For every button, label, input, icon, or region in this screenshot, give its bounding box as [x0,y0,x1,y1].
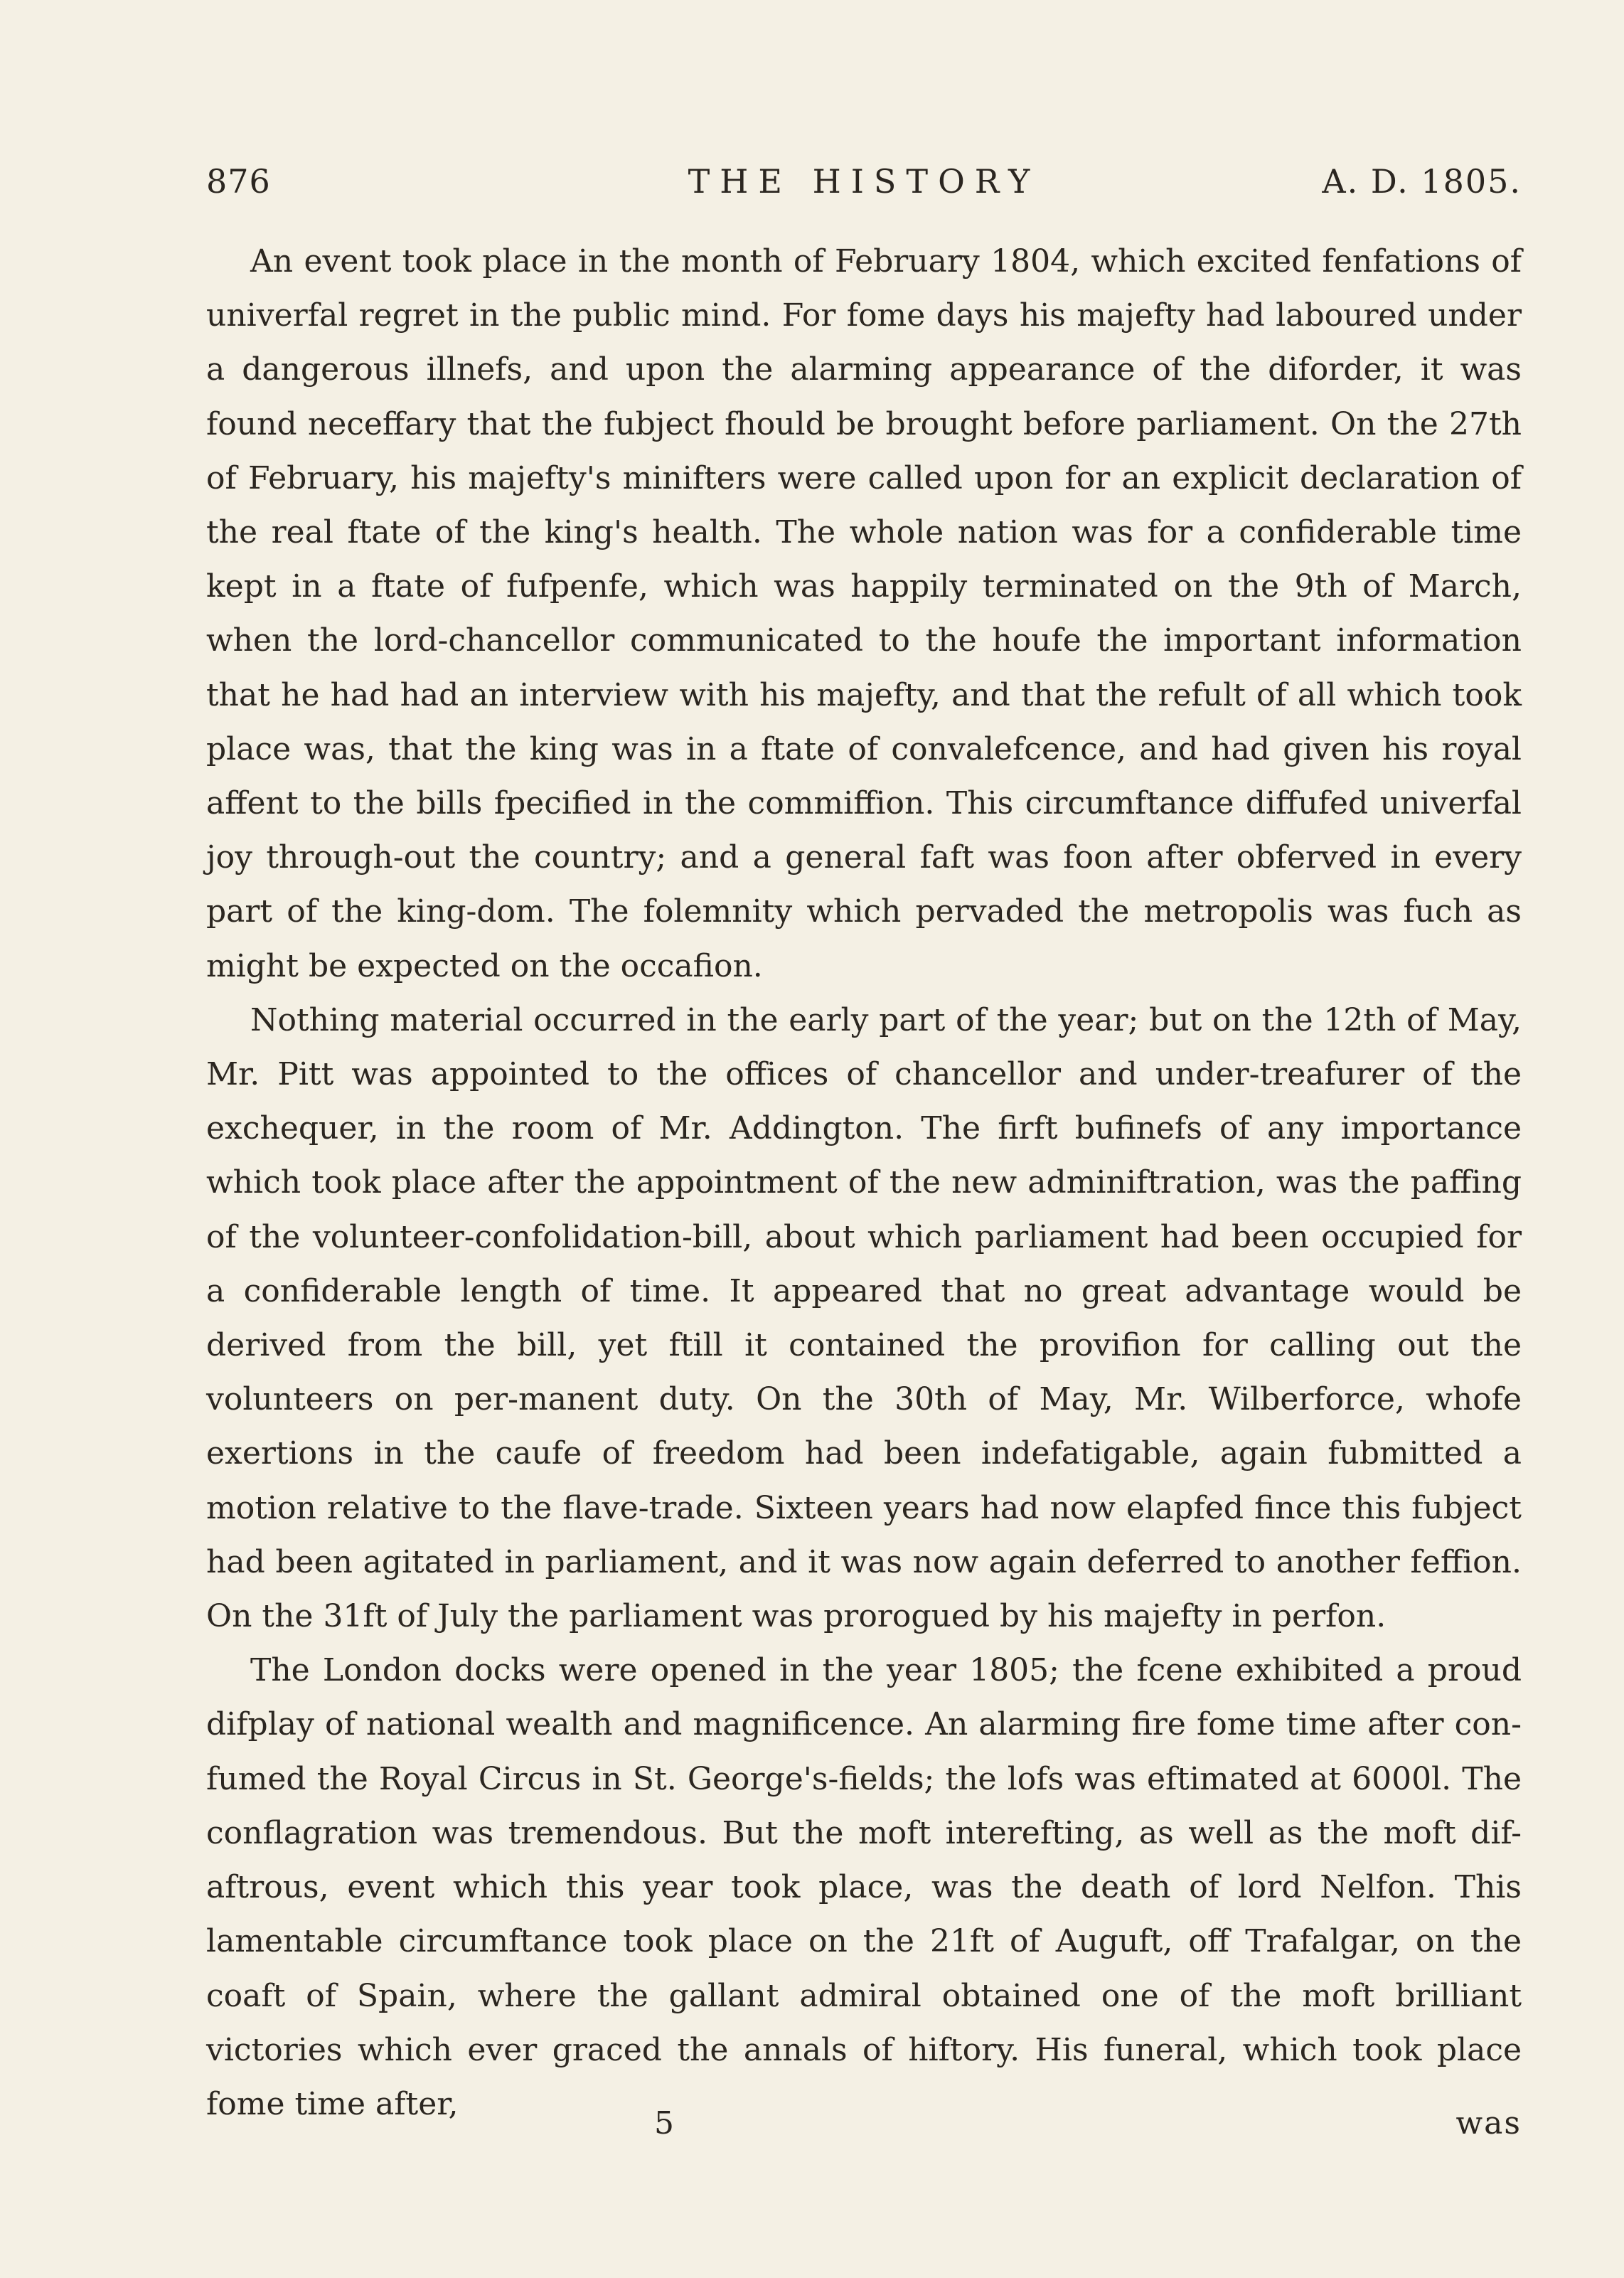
signature-mark: 5 [654,2105,674,2141]
page-footer [206,2105,1522,2155]
date-heading: A. D. 1805. [1322,162,1522,201]
catchword: was [1455,2105,1522,2141]
paragraph-king-illness: An event took place in the month of February 1804, which excited fenfations of univerfal regret in the public mind. For fome days his majefty had laboured under a dangerous illnefs, and upon the alarming appearance of the diforder, it was found neceffary that the fubject fhould be brought before parliament. On the 27th of February, his majefty's minifters were called upon for an explicit declaration of the real ftate of the king's health. The whole nation was for a confiderable time kept in a ftate of fufpenfe, which was happily terminated on the 9th of March, when the lord-chancellor communicated to the houfe the important information that he had had an interview with his majefty, and that the refult of all which took place was, that the king was in a ftate of convalefcence, and had given his royal affent to the bills fpecified in the commiffion. This circumftance diffufed univerfal joy through-out the country; and a general faft was foon after obferved in every part of the king-dom. The folemnity which pervaded the metropolis was fuch as might be expected on the occafion. [206,243,1522,984]
paragraph-london-docks-nelson: The London docks were opened in the year 1805; the fcene exhibited a proud difplay of national wealth and magnificence. An alarming fire fome time after con-fumed the Royal Circus in St. George's-fields; the lofs was eftimated at 6000l. The conflagration was tremendous. But the moft interefting, as well as the moft dif-aftrous, event which this year took place, was the death of lord Nelfon. This lamentable circumftance took place on the 21ft of Auguft, off Trafalgar, on the coaft of Spain, where the gallant admiral obtained one of the moft brilliant victories which ever graced the annals of hiftory. His funeral, which took place fome time after, [206,1652,1522,2122]
body-text [206,235,1522,2131]
running-title: THE HISTORY [688,162,1040,201]
page-header [206,162,1522,212]
paragraph-pitt-appointment: Nothing material occurred in the early part of the year; but on the 12th of May, Mr. Pitt was appointed to the offices of chancellor and under-treafurer of the exchequer, in the room of Mr. Addington. The firft bufinefs of any importance which took place after the appointment of the new adminiftration, was the paffing of the volunteer-confolidation-bill, about which parliament had been occupied for a confiderable length of time. It appeared that no great advantage would be derived from the bill, yet ftill it contained the provifion for calling out the volunteers on per-manent duty. On the 30th of May, Mr. Wilberforce, whofe exertions in the caufe of freedom had been indefatigable, again fubmitted a motion relative to the flave-trade. Sixteen years had now elapfed fince this fubject had been agitated in parliament, and it was now again deferred to another feffion. On the 31ft of July the parliament was prorogued by his majefty in perfon. [206,1001,1522,1635]
page-number: 876 [206,162,271,201]
